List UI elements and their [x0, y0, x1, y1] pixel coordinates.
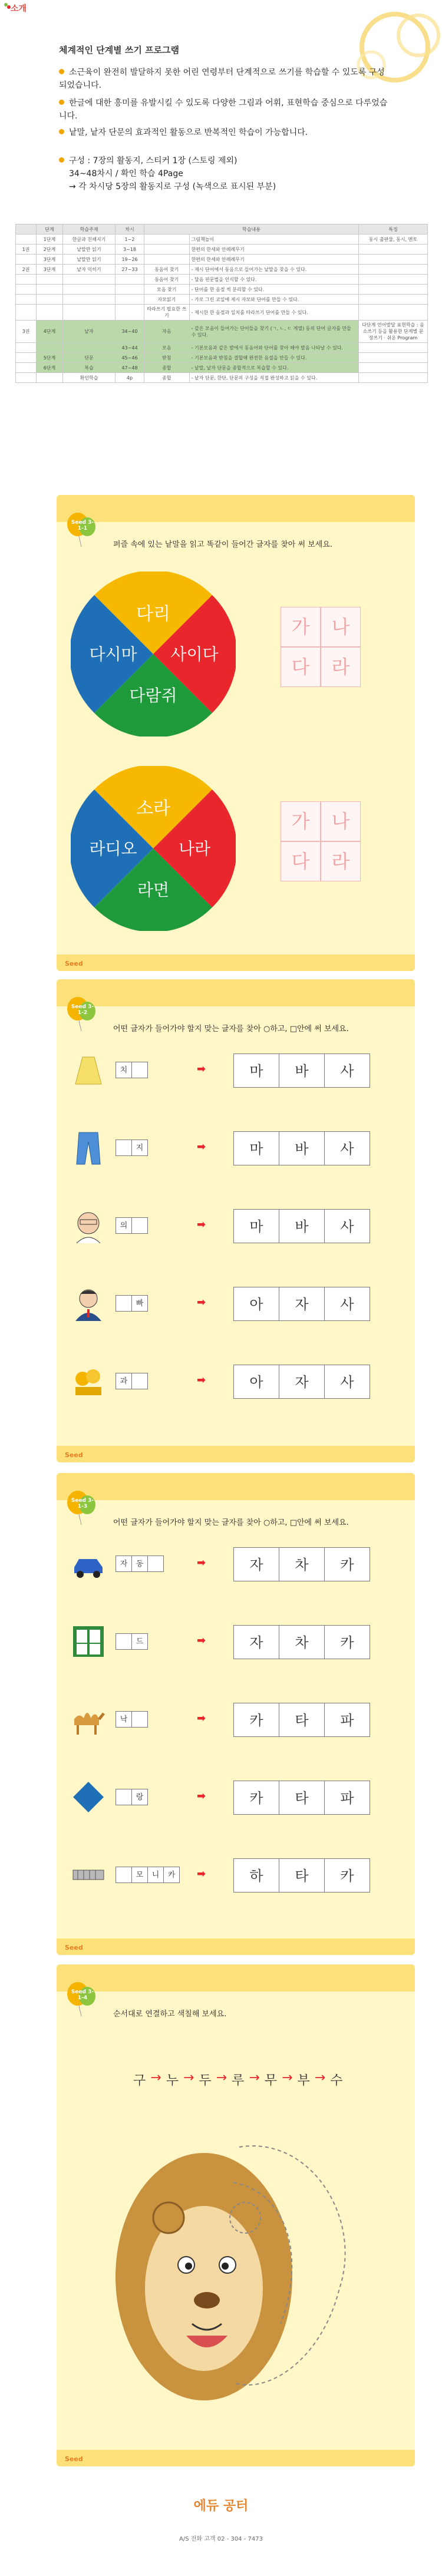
table-row: [16, 373, 428, 383]
blank-box[interactable]: [116, 1789, 132, 1805]
col-header: 특징: [359, 224, 428, 235]
choice-letter[interactable]: 자: [279, 1287, 325, 1321]
choice-letter[interactable]: 사: [324, 1131, 370, 1165]
table-cell: - 제시 단어에서 동음으로 들어가는 낱말을 찾을 수 있다.: [189, 265, 358, 275]
table-cell: 낱자 익히기: [63, 265, 116, 275]
choice-group: [233, 1547, 370, 1581]
cards-icon: [71, 1624, 106, 1659]
wheel-word: 라면: [137, 880, 170, 900]
table-row: [16, 343, 428, 353]
arrow-icon: ➡: [197, 1141, 206, 1153]
table-cell: 복습: [63, 363, 116, 373]
pants-icon: [71, 1130, 106, 1165]
seed-logo: Seed: [65, 1944, 83, 1951]
table-cell: 낱자: [63, 321, 116, 343]
table-cell: [63, 285, 116, 295]
table-cell: 동음어 찾기: [144, 265, 190, 275]
harmonica-icon: [71, 1857, 106, 1893]
choice-letter[interactable]: 타: [279, 1858, 325, 1893]
table-cell: [16, 285, 37, 295]
col-header: 단계: [37, 224, 63, 235]
blank-box[interactable]: [116, 1140, 132, 1156]
table-cell: - 달음 핀문법을 인식할 수 있다.: [189, 275, 358, 285]
table-cell: [37, 295, 63, 305]
arrow-icon: ➡: [197, 1374, 206, 1386]
table-row: [16, 295, 428, 305]
worksheet-page-1: [57, 495, 415, 971]
table-cell: 종합: [144, 373, 190, 383]
arrow-icon: ➡: [197, 1634, 206, 1647]
table-cell: 3권: [16, 321, 37, 343]
letter-box: 의: [116, 1217, 132, 1234]
table-cell: [116, 295, 144, 305]
table-cell: 낱말만 읽기: [63, 255, 116, 265]
table-cell: [359, 275, 428, 285]
table-cell: 47~48: [116, 363, 144, 373]
choice-letter[interactable]: 사: [324, 1287, 370, 1321]
table-cell: 모음 찾기: [144, 285, 190, 295]
blank-box[interactable]: [131, 1062, 148, 1078]
word-boxes: [116, 1295, 147, 1312]
table-row: [16, 245, 428, 255]
skirt-icon: [71, 1052, 106, 1088]
table-cell: 한편의 한세와 안례례무기: [189, 245, 358, 255]
footer-line: A/S 전화 고객 02 - 304 - 7473: [179, 2536, 263, 2542]
letter-box: 과: [116, 1373, 132, 1389]
choice-group: [233, 1209, 370, 1243]
table-row: [16, 285, 428, 295]
choice-letter[interactable]: 아: [233, 1287, 279, 1321]
intro-composition: 구성 : 7장의 활동지, 스티커 1장 (스토링 제외): [59, 154, 389, 167]
diamond-icon: [71, 1779, 106, 1815]
footer-brand-wrap: [0, 2486, 442, 2522]
table-cell: [63, 343, 116, 353]
choice-letter[interactable]: 파: [324, 1703, 370, 1737]
chain-letter: 누: [166, 2073, 179, 2088]
letter-box: 낙: [116, 1711, 132, 1728]
choice-letter[interactable]: 바: [279, 1053, 325, 1088]
worksheet-page-2: [57, 979, 415, 1462]
choice-letter[interactable]: 마: [233, 1209, 279, 1243]
choice-letter[interactable]: 자: [233, 1625, 279, 1659]
table-cell: [37, 305, 63, 321]
word-boxes: [116, 1633, 147, 1650]
footer-brand: 에듀 공터: [193, 2499, 249, 2514]
table-cell: 2권: [16, 265, 37, 275]
wheel-word: 다시마: [89, 645, 137, 664]
choice-letter[interactable]: 카: [324, 1858, 370, 1893]
table-cell: - 기본모음과 같은 밭에서 동음어와 단어를 찾아 해야 발음 나타날 수 있다.: [189, 343, 358, 353]
table-row: [16, 275, 428, 285]
choice-letter[interactable]: 자: [233, 1547, 279, 1581]
choice-group: [233, 1625, 370, 1659]
choice-letter[interactable]: 마: [233, 1131, 279, 1165]
table-cell: [63, 295, 116, 305]
choice-letter[interactable]: 카: [324, 1625, 370, 1659]
table-cell: 동시 출판물, 동시, 멘토: [359, 235, 428, 245]
choice-letter[interactable]: 타: [279, 1781, 325, 1815]
page-badge: Seed 3-1-3: [71, 1498, 94, 1510]
table-cell: - 같은 모음이 들어가는 단어들을 찾기 (ㄱ, ㄴ, ㄷ 계열) 동의 단어 글자를 만들 수 있다.: [189, 321, 358, 343]
table-cell: 4단계: [37, 321, 63, 343]
table-cell: [359, 343, 428, 353]
table-cell: 종합: [144, 363, 190, 373]
table-row: [16, 321, 428, 343]
gold-icon: [71, 1363, 106, 1399]
table-cell: [359, 305, 428, 321]
letter-box: 니: [147, 1867, 164, 1883]
word-boxes: [116, 1867, 179, 1883]
table-cell: 43~44: [116, 343, 144, 353]
arrow-icon: ➡: [197, 1712, 206, 1725]
answer-grid-1[interactable]: 가 나 다 라: [281, 607, 361, 687]
table-cell: 그림책놀이: [189, 235, 358, 245]
instruction: 어떤 글자가 들어가야 할지 맞는 글자를 찾아 ○하고, □안에 써 보세요.: [113, 1025, 349, 1033]
wheel-word: 다람쥐: [129, 686, 177, 705]
table-cell: [37, 285, 63, 295]
letter-box: 카: [163, 1867, 180, 1883]
table-cell: - 제시한 한 음절과 일치를 따라쓰기 단어를 만들 수 있다.: [189, 305, 358, 321]
intro-composition-3: → 각 차시당 5장의 활동지로 구성 (녹색으로 표시된 부분): [69, 182, 276, 191]
choice-letter[interactable]: 타: [279, 1703, 325, 1737]
table-cell: [116, 285, 144, 295]
arrow-icon: →: [150, 2070, 161, 2085]
choice-group: [233, 1131, 370, 1165]
choice-letter[interactable]: 카: [324, 1547, 370, 1581]
table-cell: 3~18: [116, 245, 144, 255]
choice-group: [233, 1287, 370, 1321]
table-cell: [359, 373, 428, 383]
table-cell: 3단계: [37, 265, 63, 275]
word-boxes: [116, 1789, 147, 1805]
table-cell: 2단계: [37, 245, 63, 255]
table-cell: [116, 275, 144, 285]
seed-logo: Seed: [65, 1451, 83, 1459]
choice-letter[interactable]: 차: [279, 1625, 325, 1659]
table-cell: 다단계 언어발달 표현학습 : 음소쓰기 등을 활용한 단계별 문장쓰기 · 쉬운 Program: [359, 321, 428, 343]
answer-grid-2[interactable]: 가 나 다 라: [281, 801, 361, 881]
word-wheel-2: [71, 766, 236, 933]
table-row: [16, 235, 428, 245]
choice-letter[interactable]: 자: [279, 1365, 325, 1399]
table-cell: 5단계: [37, 353, 63, 363]
instruction: 퍼즐 속에 있는 낱말을 읽고 똑같이 들어간 글자를 찾아 써 보세요.: [113, 540, 332, 549]
table-cell: 자음: [144, 321, 190, 343]
letter-box: 자: [116, 1555, 132, 1572]
arrow-icon: →: [183, 2070, 194, 2085]
table-cell: 1권: [16, 245, 37, 255]
wheel-word: 소라: [136, 798, 170, 819]
table-cell: 한편의 한세와 안례례무기: [189, 255, 358, 265]
table-cell: [16, 343, 37, 353]
table-cell: [359, 353, 428, 363]
table-cell: - 가로 그린 코일에 제시 자모와 단어를 만들 수 있다.: [189, 295, 358, 305]
col-header: 차시: [116, 224, 144, 235]
chain-letter: 루: [232, 2073, 245, 2088]
intro-bullet-2: 한글에 대한 흥미를 유발시킬 수 있도록 다양한 그림과 어휘, 표현학습 중심으로 다루었습니다.: [59, 98, 388, 121]
chain-letter: 수: [330, 2073, 343, 2088]
instruction: 어떤 글자가 들어가야 할지 맞는 글자를 찾아 ○하고, □안에 써 보세요.: [113, 1518, 349, 1527]
choice-group: [233, 1365, 370, 1399]
table-cell: [16, 235, 37, 245]
table-row: [16, 363, 428, 373]
letter-box: 모: [131, 1867, 148, 1883]
word-boxes: [116, 1555, 163, 1572]
blank-box[interactable]: [116, 1867, 132, 1883]
section-header: 소개: [11, 4, 27, 14]
worksheet-page-3: [57, 1473, 415, 1955]
table-cell: 3단계: [37, 255, 63, 265]
table-cell: [359, 295, 428, 305]
intro-composition-2: 34~48차시 / 확인 학습 4Page: [69, 169, 183, 179]
intro-bullet-1: 소근육이 완전히 발달하지 못한 어린 연령부터 단계적으로 쓰기를 학습할 수 있도록 구성 되었습니다.: [59, 68, 385, 90]
table-cell: 1단계: [37, 235, 63, 245]
table-cell: [359, 255, 428, 265]
blank-box[interactable]: [116, 1295, 132, 1312]
table-cell: 따라쓰기 필요한 쓰기: [144, 305, 190, 321]
choice-group: [233, 1053, 370, 1088]
instruction: 순서대로 연결하고 색칠해 보세요.: [113, 2010, 227, 2019]
arrow-icon: →: [249, 2070, 260, 2085]
arrow-icon: ➡: [197, 1557, 206, 1569]
table-cell: - 단어를 한 음절 씩 분리할 수 있다.: [189, 285, 358, 295]
chain-letter: 부: [297, 2073, 310, 2088]
arrow-icon: ➡: [197, 1790, 206, 1802]
table-cell: [16, 373, 37, 383]
choice-letter[interactable]: 사: [324, 1365, 370, 1399]
table-cell: 자모읽기: [144, 295, 190, 305]
arrow-icon: ➡: [197, 1218, 206, 1231]
table-cell: [16, 353, 37, 363]
arrow-icon: ➡: [197, 1296, 206, 1309]
arrow-icon: ➡: [197, 1868, 206, 1880]
arrow-icon: ➡: [197, 1063, 206, 1075]
doctor-icon: [71, 1208, 106, 1243]
choice-letter[interactable]: 파: [324, 1781, 370, 1815]
table-cell: 45~46: [116, 353, 144, 363]
arrow-icon: →: [216, 2070, 227, 2085]
lion-picture: [116, 2112, 363, 2420]
table-cell: [144, 235, 190, 245]
word-wheel-1: [71, 572, 236, 739]
letter-box: 치: [116, 1062, 132, 1078]
letter-box: 빠: [131, 1295, 148, 1312]
choice-letter[interactable]: 바: [279, 1131, 325, 1165]
choice-letter[interactable]: 바: [279, 1209, 325, 1243]
table-cell: 확인학습: [63, 373, 116, 383]
col-header: 학습주제: [63, 224, 116, 235]
table-cell: [116, 305, 144, 321]
table-cell: [37, 275, 63, 285]
seed-logo: Seed: [65, 960, 83, 967]
camel-icon: [71, 1702, 106, 1737]
choice-letter[interactable]: 마: [233, 1053, 279, 1088]
curriculum-table: [15, 224, 428, 383]
table-cell: [16, 255, 37, 265]
table-cell: [63, 305, 116, 321]
wheel-word: 사이다: [170, 645, 219, 664]
intro-bullet-3: 낱말, 낱자 단문의 효과적인 활동으로 반복적인 학습이 가능합니다.: [59, 126, 389, 139]
chain-letter: 두: [199, 2073, 212, 2088]
choice-letter[interactable]: 아: [233, 1365, 279, 1399]
letter-chain: [133, 2070, 342, 2089]
letter-box: 동: [131, 1555, 148, 1572]
blank-box[interactable]: [116, 1633, 132, 1650]
word-boxes: [116, 1711, 147, 1728]
choice-group: [233, 1781, 370, 1815]
page-badge: Seed 3-1-4: [71, 1989, 94, 2001]
table-row: [16, 305, 428, 321]
wheel-word: 나라: [178, 839, 211, 858]
table-cell: 19~26: [116, 255, 144, 265]
choice-letter[interactable]: 사: [324, 1209, 370, 1243]
table-cell: 낱말만 읽기: [63, 245, 116, 255]
choice-letter[interactable]: 하: [233, 1858, 279, 1893]
table-cell: [16, 363, 37, 373]
arrow-icon: →: [314, 2070, 326, 2085]
word-boxes: [116, 1373, 147, 1389]
letter-box: 드: [131, 1633, 148, 1650]
table-cell: [63, 275, 116, 285]
blank-box[interactable]: [131, 1711, 148, 1728]
word-boxes: [116, 1217, 147, 1234]
car-icon: [71, 1546, 106, 1581]
table-cell: [359, 245, 428, 255]
table-cell: 동음어 찾기: [144, 275, 190, 285]
wheel-word: 라디오: [89, 839, 137, 858]
page-badge: Seed 3-1-2: [71, 1004, 94, 1016]
choice-group: [233, 1858, 370, 1893]
table-row: [16, 353, 428, 363]
choice-letter[interactable]: 카: [233, 1703, 279, 1737]
table-cell: [16, 275, 37, 285]
table-cell: [359, 363, 428, 373]
table-cell: 한글과 친해지기: [63, 235, 116, 245]
table-cell: 6단계: [37, 363, 63, 373]
table-cell: 모음: [144, 343, 190, 353]
table-cell: - 기본모음과 받침을 결합해 완전한 음절을 만들 수 있다.: [189, 353, 358, 363]
arrow-icon: →: [282, 2070, 293, 2085]
table-cell: [37, 343, 63, 353]
table-cell: [144, 255, 190, 265]
table-cell: - 낱자 단문, 한단, 단문의 구성을 직접 완성하고 읽을 수 있다.: [189, 373, 358, 383]
father-icon: [71, 1286, 106, 1321]
chain-letter: 무: [264, 2073, 278, 2088]
letter-box: 랑: [131, 1789, 148, 1805]
worksheet-page-4: [57, 1964, 415, 2466]
chain-letter: 구: [133, 2073, 146, 2088]
choice-group: [233, 1703, 370, 1737]
table-cell: [37, 373, 63, 383]
table-cell: [16, 295, 37, 305]
table-cell: [359, 285, 428, 295]
table-cell: 27~33: [116, 265, 144, 275]
table-cell: 받침: [144, 353, 190, 363]
word-boxes: [116, 1062, 147, 1078]
table-cell: 1~2: [116, 235, 144, 245]
intro-title: 체계적인 단계별 쓰기 프로그램: [59, 45, 180, 55]
blank-box[interactable]: [131, 1217, 148, 1234]
col-header: 학습내용: [144, 224, 359, 235]
choice-letter[interactable]: 사: [324, 1053, 370, 1088]
table-cell: [16, 305, 37, 321]
letter-box: 지: [131, 1140, 148, 1156]
table-cell: [359, 265, 428, 275]
table-row: [16, 265, 428, 275]
blank-box[interactable]: [147, 1555, 164, 1572]
seed-logo: Seed: [65, 2455, 83, 2463]
page-badge: Seed 3-1-1: [71, 520, 94, 531]
table-row: [16, 255, 428, 265]
table-cell: 단문: [63, 353, 116, 363]
table-cell: [144, 245, 190, 255]
wheel-word: 다리: [136, 604, 170, 625]
table-cell: 34~40: [116, 321, 144, 343]
blank-box[interactable]: [131, 1373, 148, 1389]
choice-letter[interactable]: 카: [233, 1781, 279, 1815]
table-cell: - 낱말, 낱자 단문을 종합적으로 복습할 수 있다.: [189, 363, 358, 373]
choice-letter[interactable]: 차: [279, 1547, 325, 1581]
table-cell: 4p: [116, 373, 144, 383]
word-boxes: [116, 1140, 147, 1156]
